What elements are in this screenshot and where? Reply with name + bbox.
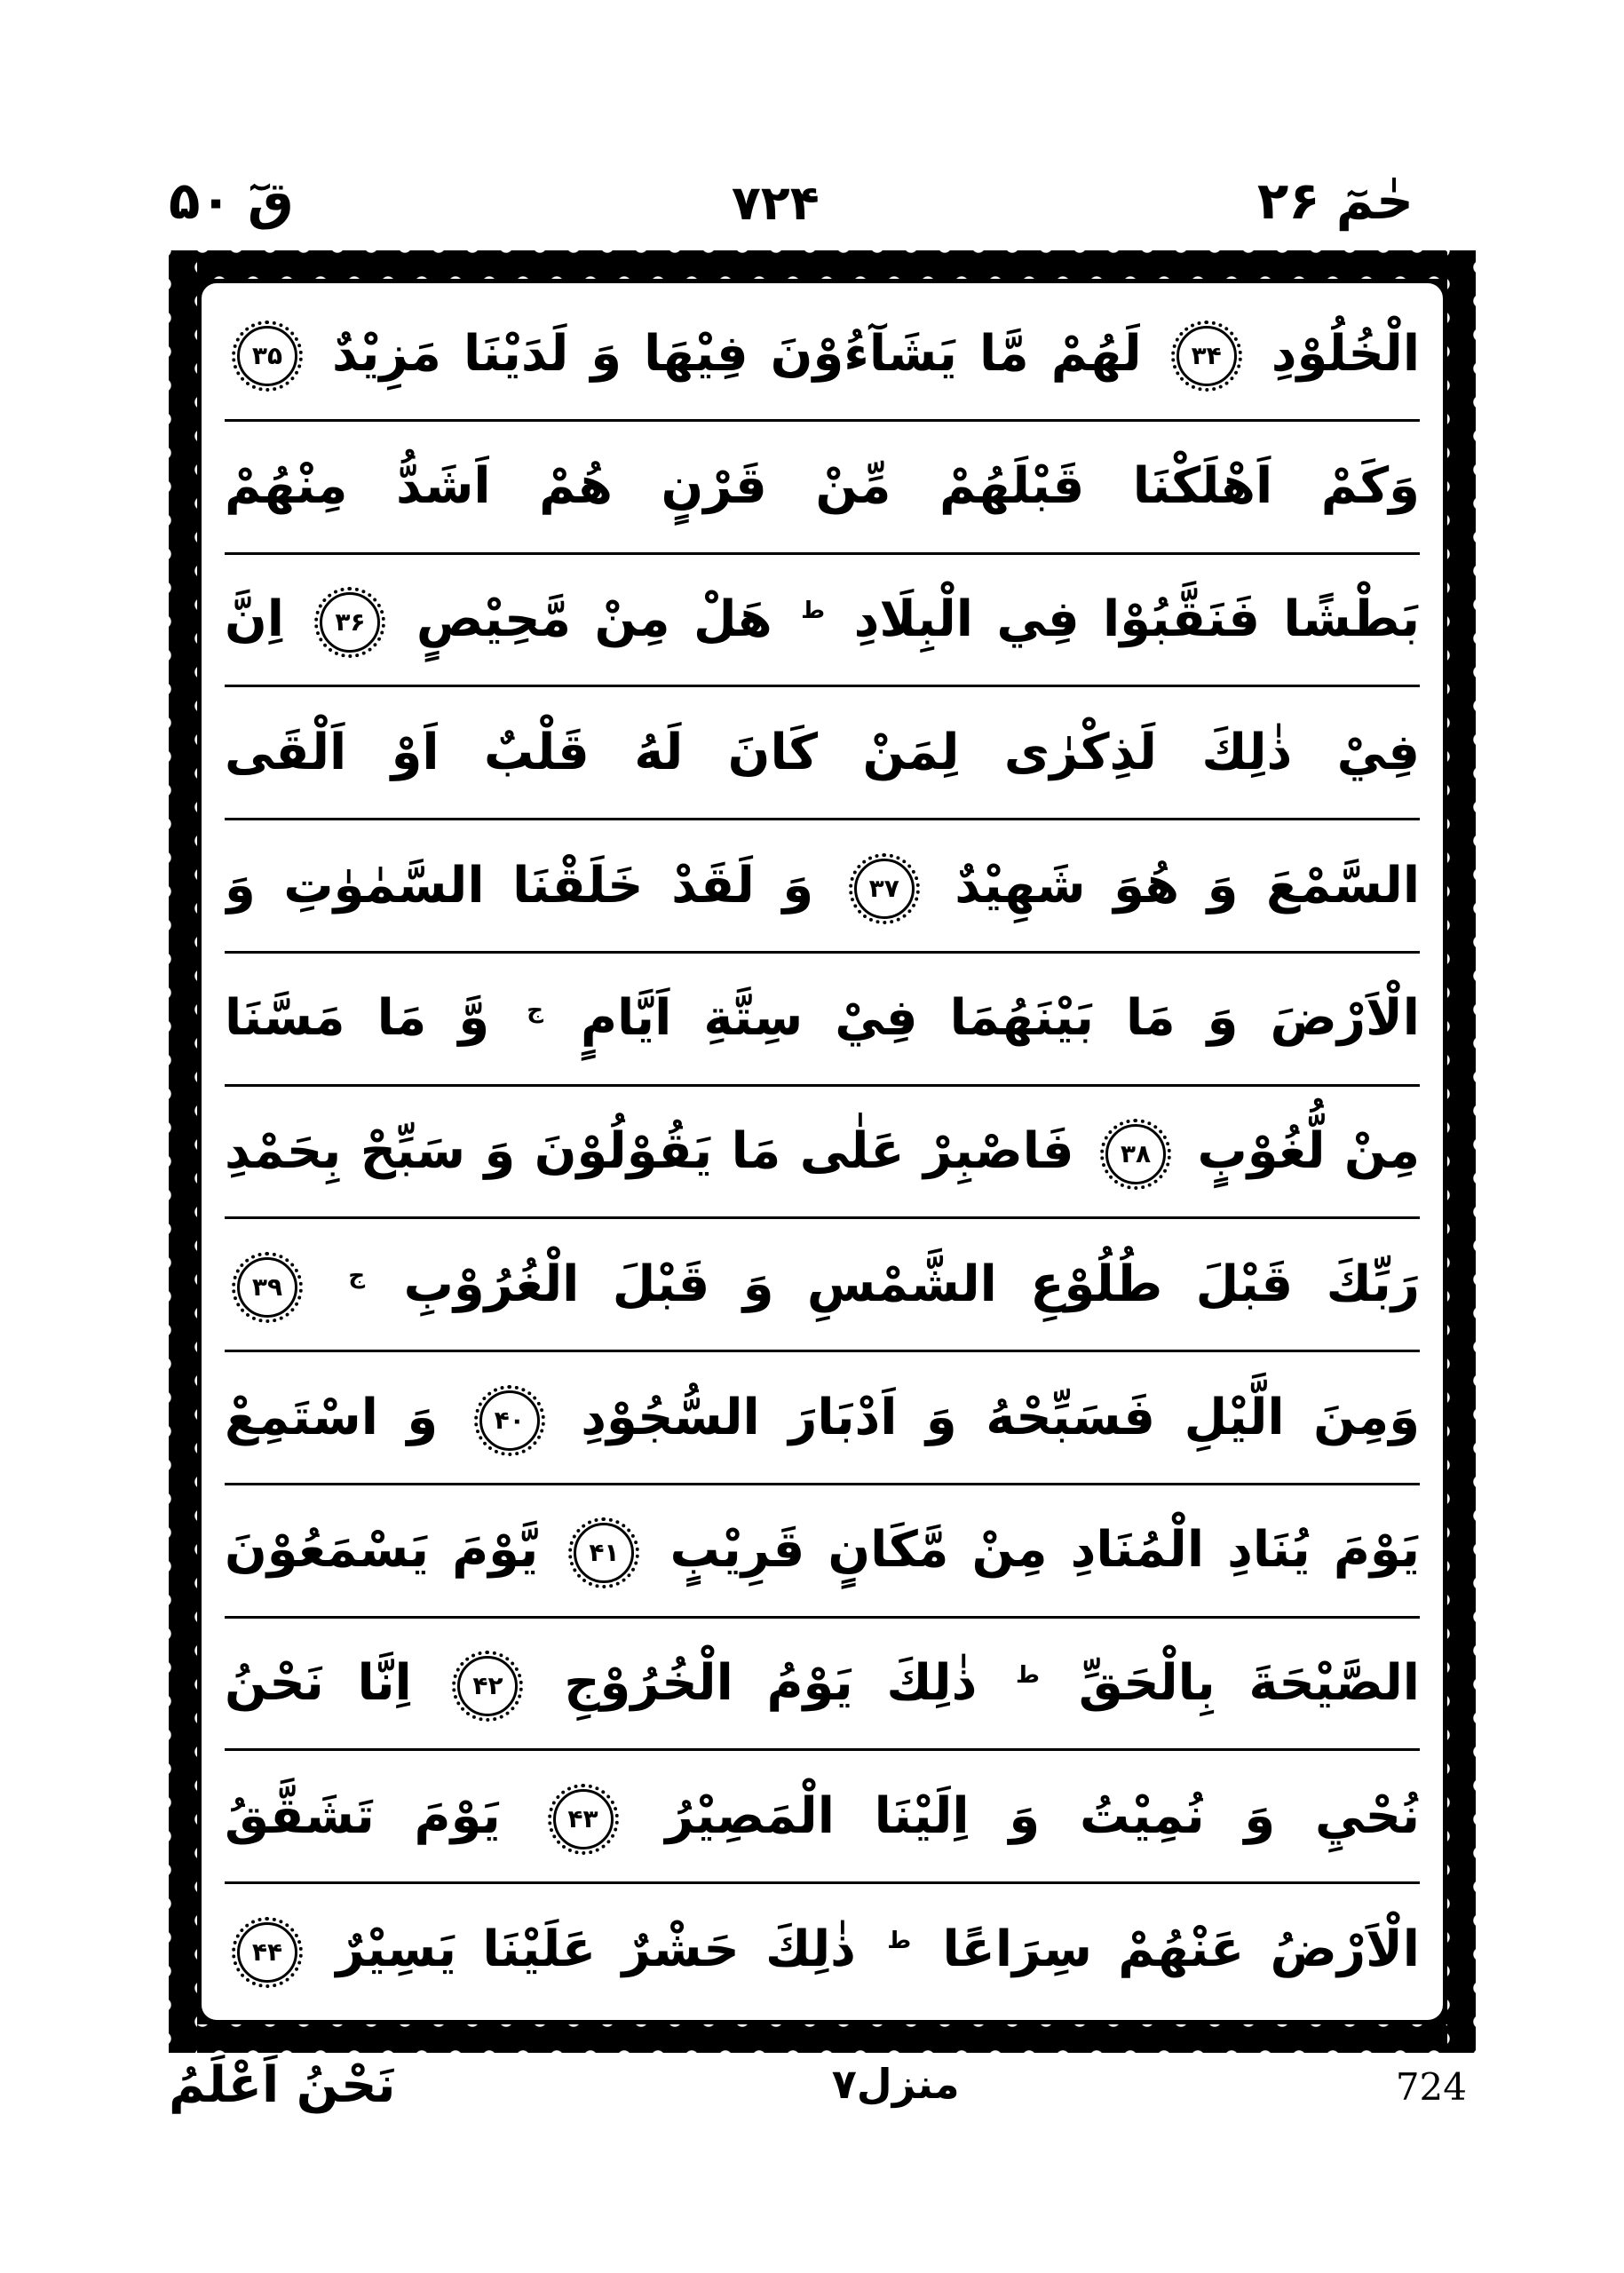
quran-line — [225, 555, 1420, 688]
ayah-end-marker: ۳۶ — [320, 592, 380, 653]
ayah-text: ذٰلِكَ يَوْمُ الْخُرُوْجِ — [564, 1654, 978, 1713]
quran-line-text — [225, 1118, 1420, 1185]
surah-name: قٓ — [247, 170, 294, 231]
quran-line-text — [225, 1384, 1420, 1452]
ayah-text: الْخُلُوْدِ — [1271, 324, 1420, 383]
juz-header — [1257, 170, 1476, 231]
pause-mark: ط — [801, 598, 826, 625]
quran-line — [225, 1087, 1420, 1220]
quran-text-area — [197, 279, 1447, 2024]
ayah-text: اِنَّا نَحْنُ — [225, 1654, 412, 1713]
ayah-text: السَّمْعَ وَ هُوَ شَهِيْدٌ — [955, 856, 1420, 915]
juz-name: حٰمٓ — [1335, 170, 1414, 231]
quran-line — [225, 954, 1420, 1087]
quran-line — [225, 1751, 1420, 1884]
running-header — [169, 133, 1476, 231]
ayah-text: وَمِنَ الَّيْلِ فَسَبِّحْهُ وَ اَدْبَارَ السُّجُوْدِ — [581, 1388, 1420, 1446]
ayah-text: وَ لَقَدْ خَلَقْنَا السَّمٰوٰتِ وَ — [225, 856, 814, 915]
quran-line — [225, 1884, 1420, 2015]
ornament-border-right — [1447, 250, 1476, 2053]
ayah-text: بَطْشًا فَنَقَّبُوْا فِي الْبِلَادِ — [853, 590, 1420, 649]
ayah-text: يَوْمَ يُنَادِ الْمُنَادِ مِنْ مَّكَانٍ قَرِيْبٍ — [669, 1521, 1420, 1580]
quran-line-text — [225, 321, 1420, 388]
catchword: نَحْنُ اَعْلَمُ — [169, 2056, 396, 2114]
surah-header — [169, 170, 294, 231]
ayah-text: وَكَمْ اَهْلَكْنَا قَبْلَهُمْ مِّنْ قَرْنٍ هُمْ اَشَدُّ مِنْهُمْ — [225, 457, 1420, 516]
quran-line-text — [225, 453, 1420, 520]
ayah-end-marker: ۳۵ — [237, 326, 297, 386]
ayah-end-marker: ۴۰ — [479, 1390, 540, 1451]
ayah-text: مِنْ لُّغُوْبٍ — [1197, 1122, 1420, 1181]
ornament-border-top — [169, 250, 1476, 279]
ayah-text: هَلْ مِنْ مَّحِيْصٍ — [416, 590, 772, 649]
quran-line-text — [225, 1783, 1420, 1850]
juz-number: ۲۶ — [1256, 170, 1320, 231]
ayah-end-marker: ۳۸ — [1105, 1124, 1166, 1184]
page-footer — [169, 2056, 1476, 2181]
ayah-end-marker: ۳۴ — [1176, 326, 1237, 386]
quran-line — [225, 422, 1420, 555]
quran-line — [225, 289, 1420, 422]
ayah-text: رَبِّكَ قَبْلَ طُلُوْعِ الشَّمْسِ وَ قَبْلَ الْغُرُوْبِ — [403, 1255, 1420, 1313]
quran-line-text — [225, 1251, 1420, 1319]
ayah-text: فَاصْبِرْ عَلٰى مَا يَقُوْلُوْنَ وَ سَبِّحْ بِحَمْدِ — [225, 1122, 1074, 1181]
ayah-end-marker: ۴۴ — [237, 1922, 297, 1983]
pause-mark: ط — [1016, 1661, 1041, 1689]
ayah-text: وَ اسْتَمِعْ — [225, 1388, 439, 1446]
ayah-text: يَّوْمَ يَسْمَعُوْنَ — [225, 1521, 539, 1580]
ayah-end-marker: ۴۳ — [553, 1789, 614, 1849]
ayah-end-marker: ۴۱ — [574, 1523, 634, 1583]
quran-line-text — [225, 1517, 1420, 1584]
ayah-text: لَهُمْ مَّا يَشَآءُوْنَ فِيْهَا وَ لَدَيْنَا مَزِيْدٌ — [332, 324, 1142, 383]
ayah-end-marker: ۴۲ — [457, 1656, 518, 1716]
ayah-end-marker: ۳۷ — [854, 859, 915, 919]
ayah-text: وَّ مَا مَسَّنَا — [225, 989, 490, 1048]
ayah-text: الْاَرْضَ وَ مَا بَيْنَهُمَا فِيْ سِتَّةِ اَيَّامٍ — [580, 989, 1420, 1048]
ayah-text: فِيْ ذٰلِكَ لَذِكْرٰى لِمَنْ كَانَ لَهُ قَلْبٌ اَوْ اَلْقَى — [225, 723, 1420, 781]
quran-line-text — [225, 1650, 1420, 1717]
pause-mark: ج — [348, 1263, 366, 1290]
quran-line — [225, 1619, 1420, 1752]
quran-line-text — [225, 1916, 1420, 1984]
quran-line — [225, 820, 1420, 954]
quran-line-text — [225, 719, 1420, 787]
pause-mark: ط — [887, 1928, 912, 1955]
surah-number: ۵۰ — [169, 170, 232, 231]
ayah-text: نُحْيِ وَ نُمِيْتُ وَ اِلَيْنَا الْمَصِيْرُ — [665, 1787, 1420, 1845]
page-number: 724 — [1395, 2065, 1467, 2109]
page-number-arabic: ۷۲۴ — [731, 175, 820, 231]
quran-line-text — [225, 586, 1420, 653]
quran-line — [225, 1219, 1420, 1352]
quran-line — [225, 687, 1420, 820]
quran-frame — [169, 250, 1476, 2053]
ornament-border-bottom — [169, 2024, 1476, 2053]
manzil-label: منزل۷ — [831, 2060, 960, 2108]
quran-line — [225, 1352, 1420, 1485]
pause-mark: ج — [527, 996, 543, 1024]
ayah-end-marker: ۳۹ — [237, 1257, 297, 1318]
quran-line-text — [225, 985, 1420, 1052]
ornament-border-left — [169, 250, 197, 2053]
ayah-text: الْاَرْضُ عَنْهُمْ سِرَاعًا — [942, 1920, 1420, 1978]
ayah-text: ذٰلِكَ حَشْرٌ عَلَيْنَا يَسِيْرٌ — [336, 1920, 856, 1978]
ayah-text: الصَّيْحَةَ بِالْحَقِّ — [1078, 1654, 1420, 1713]
quran-line-text — [225, 852, 1420, 920]
ayah-text: يَوْمَ تَشَقَّقُ — [225, 1787, 501, 1845]
quran-line — [225, 1485, 1420, 1619]
ayah-text: اِنَّ — [225, 590, 284, 649]
